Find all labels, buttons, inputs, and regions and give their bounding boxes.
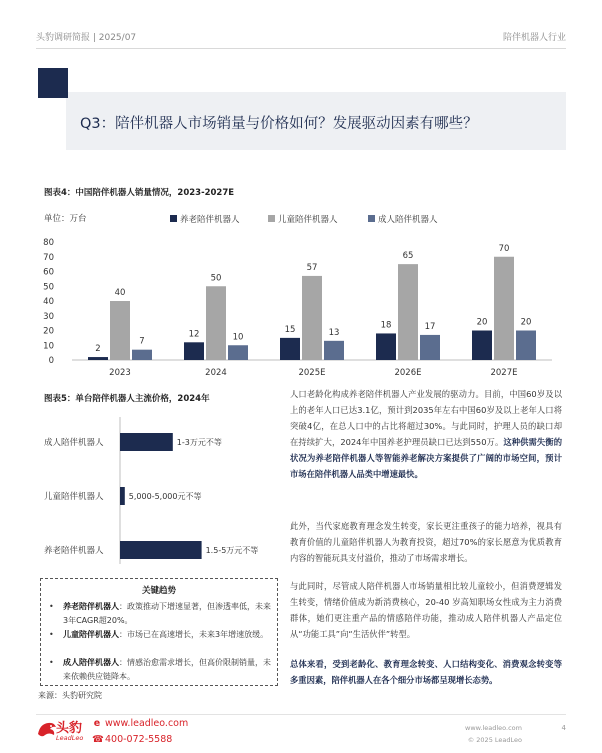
bullet-icon: • [49, 602, 54, 611]
bar [206, 286, 226, 360]
y-tick-label: 50 [43, 282, 54, 293]
leopard-logo-icon [36, 718, 58, 740]
price-bar [120, 433, 173, 451]
footer-copyright: © 2025 LeadLeo [467, 736, 522, 744]
paragraph-emphasis: 这种供需失衡的状况为养老陪伴机器人等智能养老解决方案提供了广阔的市场空间，预计市场在陪伴机器人品类中增速最快。 [290, 437, 562, 479]
bar [184, 342, 204, 360]
data-label: 57 [306, 262, 318, 273]
key-trend-item [49, 600, 271, 627]
y-tick-label: 80 [43, 238, 54, 248]
y-tick-label: 20 [43, 326, 54, 337]
bar [420, 335, 440, 360]
header-right: 陪伴机器人行业 [502, 33, 566, 43]
x-tick-label: 2023 [109, 368, 131, 378]
data-label: 40 [114, 288, 126, 298]
price-bar [120, 487, 125, 505]
logo-en: LeadLeo [56, 734, 84, 742]
x-tick-label: 2027E [490, 368, 518, 378]
key-trends-box [40, 578, 278, 686]
legend-item-elderly [170, 213, 240, 225]
paragraph-education [290, 518, 562, 566]
legend-swatch-children [268, 215, 275, 222]
globe-icon: e [93, 718, 101, 729]
data-label: 2 [95, 344, 101, 355]
paragraph-emphasis: 总体来看，受到老龄化、教育理念转变、人口结构变化、消费观念转变等多重因素，陪伴机器人在各个细分市场都呈现增长态势。 [290, 659, 562, 685]
bar [110, 301, 130, 360]
footer-phone-text: 400-072-5588 [105, 734, 173, 745]
bar [472, 331, 492, 361]
bullet-icon: • [49, 658, 54, 667]
y-tick-label: 70 [43, 252, 54, 263]
key-trend-text: ：政策推动下增速显著，但渗透率低，未来3年CAGR超20%。 [63, 602, 271, 625]
legend-item-adult [368, 213, 438, 225]
data-label: 20 [520, 317, 532, 328]
figure5-title: 图表5：单台陪伴机器人主流价格，2024年 [44, 394, 210, 404]
figure4-title: 图表4：中国陪伴机器人销量情况，2023-2027E [44, 188, 235, 198]
bar [398, 264, 418, 360]
bar [280, 338, 300, 360]
data-label: 70 [498, 243, 510, 254]
category-label: 儿童陪伴机器人 [44, 492, 104, 502]
legend-swatch-elderly [170, 215, 177, 222]
phone-icon: ☎ [92, 734, 104, 745]
x-tick-label: 2025E [298, 368, 326, 378]
bar [516, 331, 536, 361]
footer-divider [36, 714, 566, 715]
bar [88, 357, 108, 360]
data-label: 17 [424, 321, 436, 332]
bar [302, 276, 322, 360]
data-label: 7 [139, 336, 145, 347]
source-note: 来源：头豹研究院 [38, 691, 102, 700]
bar [376, 333, 396, 360]
data-label: 50 [210, 273, 222, 284]
category-label: 成人陪伴机器人 [44, 438, 104, 448]
footer-website[interactable] [92, 718, 188, 729]
header-divider [36, 48, 566, 49]
paragraph-text: 人口老龄化构成养老陪伴机器人产业发展的驱动力。目前，中国60岁及以上的老年人口已达3.1亿，预计到2035年左右中国60岁及以上老年人口将突破4亿，在总人口中的占比将超过30%。与此同时，护理人员的缺口却在持续扩大，2024年中国养老护理员缺口已达到550万。 [290, 389, 562, 447]
paragraph-summary [290, 656, 562, 688]
key-trends-title: 关键趋势 [141, 586, 176, 596]
paragraph-text: 此外，当代家庭教育理念发生转变，家长更注重孩子的能力培养，视具有教育价值的儿童陪伴机器人为教育投资，超过70%的家长愿意为优质教育内容的智能玩具支付溢价，推动了市场需求增长。 [290, 521, 562, 563]
paragraph-aging [290, 386, 562, 482]
question-accent-square [38, 68, 68, 98]
header-left: 头豹调研简报 | 2025/07 [36, 33, 137, 43]
legend-item-children [268, 213, 338, 225]
legend-label-children: 儿童陪伴机器人 [278, 215, 338, 225]
price-label: 5,000-5,000元不等 [128, 492, 202, 501]
figure4-unit: 单位：万台 [44, 214, 87, 224]
logo-cn: 头豹 [56, 721, 83, 736]
y-tick-label: 0 [48, 356, 54, 366]
footer-right-site: www.leadleo.com [465, 724, 522, 732]
footer-website-text: www.leadleo.com [105, 718, 189, 729]
data-label: 18 [380, 320, 392, 331]
bar [132, 350, 152, 360]
key-trend-text: ：情感治愈需求增长，但高价限制销量，未来依赖供应链降本。 [63, 658, 271, 681]
key-trend-name: 养老陪伴机器人 [63, 602, 119, 611]
data-label: 65 [402, 251, 414, 262]
key-trend-name: 成人陪伴机器人 [63, 658, 119, 667]
paragraph-text: 与此同时，尽管成人陪伴机器人市场销量相比较儿童较小，但消费逻辑发生转变，情绪价值成为新消费核心，20-40 岁高知职场女性成为主力消费群体，她们更注重产品的情感陪伴功能，推动成人陪伴机器人产品定位从“功能工具”向“生活伙伴”转型。 [290, 581, 562, 639]
data-label: 12 [188, 329, 200, 340]
data-label: 13 [328, 327, 340, 338]
price-label: 1-3万元不等 [176, 438, 222, 447]
x-tick-label: 2024 [205, 368, 227, 378]
sales-bar-chart [0, 232, 602, 392]
price-label: 1.5-5万元不等 [205, 546, 259, 555]
price-bar-chart [40, 412, 280, 572]
legend-swatch-adult [368, 215, 375, 222]
y-tick-label: 40 [43, 297, 54, 307]
y-tick-label: 10 [43, 341, 54, 352]
y-tick-label: 60 [43, 267, 54, 278]
legend-label-adult: 成人陪伴机器人 [378, 215, 438, 225]
category-label: 养老陪伴机器人 [44, 546, 104, 556]
key-trend-name: 儿童陪伴机器人 [63, 630, 119, 639]
question-title: Q3：陪伴机器人市场销量与价格如何？发展驱动因素有哪些？ [80, 116, 478, 132]
key-trend-text: ：市场已在高速增长，未来3年增速放缓。 [119, 630, 269, 639]
key-trend-item [49, 628, 271, 642]
x-tick-label: 2026E [394, 368, 422, 378]
bar [494, 257, 514, 360]
y-tick-label: 30 [43, 311, 54, 322]
data-label: 20 [476, 317, 488, 328]
legend-label-elderly: 养老陪伴机器人 [180, 215, 240, 225]
price-bar [120, 541, 202, 559]
bullet-icon: • [49, 630, 54, 639]
bar [228, 345, 248, 360]
footer-phone [92, 734, 172, 745]
data-label: 10 [232, 332, 244, 343]
bar [324, 341, 344, 360]
page-number: 4 [561, 724, 566, 732]
key-trend-item [49, 656, 271, 683]
data-label: 15 [284, 324, 296, 335]
paragraph-adult [290, 578, 562, 642]
